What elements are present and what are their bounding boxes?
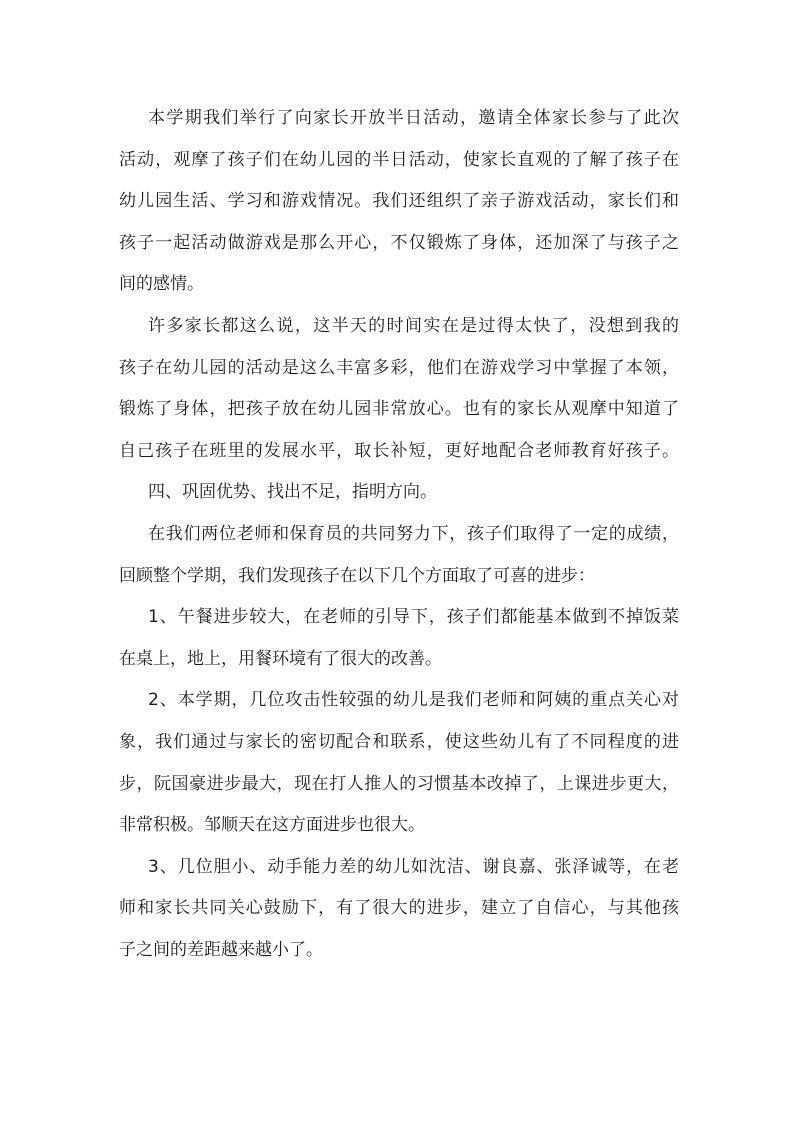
text-line: 子之间的差距越来越小了。 bbox=[119, 939, 323, 960]
text-line: 活动，观摩了孩子们在幼儿园的半日活动，使家长直观的了解了孩子在 bbox=[119, 149, 679, 170]
paragraph-half-day-activity bbox=[119, 102, 679, 310]
text-line: 孩子一起活动做游戏是那么开心，不仅锻炼了身体，还加深了与孩子之 bbox=[119, 232, 679, 253]
list-item-3-confidence bbox=[119, 851, 679, 976]
text-line: 在我们两位老师和保育员的共同努力下，孩子们取得了一定的成绩， bbox=[148, 523, 679, 544]
section-heading-four bbox=[119, 476, 679, 518]
text-line: 幼儿园生活、学习和游戏情况。我们还组织了亲子游戏活动，家长们和 bbox=[119, 191, 679, 212]
text-line: 师和家长共同关心鼓励下，有了很大的进步，建立了自信心，与其他孩 bbox=[119, 898, 679, 919]
text-line: 锻炼了身体，把孩子放在幼儿园非常放心。也有的家长从观摩中知道了 bbox=[119, 399, 679, 420]
document-body bbox=[119, 102, 679, 975]
list-item-2-behavior bbox=[119, 684, 679, 850]
text-line: 2、本学期，几位攻击性较强的幼儿是我们老师和阿姨的重点关心对 bbox=[148, 690, 679, 711]
text-line: 象，我们通过与家长的密切配合和联系，使这些幼儿有了不同程度的进 bbox=[119, 731, 679, 752]
text-line: 1、午餐进步较大，在老师的引导下，孩子们都能基本做到不掉饭菜 bbox=[148, 607, 679, 628]
text-line: 自己孩子在班里的发展水平，取长补短，更好地配合老师教育好孩子。 bbox=[119, 440, 679, 461]
section-heading: 四、巩固优势、找出不足，指明方向。 bbox=[148, 482, 437, 503]
text-line: 在桌上，地上，用餐环境有了很大的改善。 bbox=[119, 648, 442, 669]
text-line: 回顾整个学期，我们发现孩子在以下几个方面取了可喜的进步： bbox=[119, 565, 595, 586]
text-line: 本学期我们举行了向家长开放半日活动，邀请全体家长参与了此次 bbox=[148, 108, 679, 128]
text-line: 许多家长都这么说，这半天的时间实在是过得太快了，没想到我的 bbox=[148, 315, 679, 336]
text-line: 3、几位胆小、动手能力差的幼儿如沈洁、谢良嘉、张泽诚等，在老 bbox=[148, 856, 679, 877]
paragraph-progress-intro bbox=[119, 518, 679, 601]
text-line: 步，阮国豪进步最大，现在打人推人的习惯基本改掉了，上课进步更大， bbox=[119, 773, 679, 794]
list-item-1-lunch bbox=[119, 601, 679, 684]
paragraph-parent-feedback bbox=[119, 310, 679, 476]
text-line: 间的感情。 bbox=[119, 274, 204, 295]
text-line: 非常积极。邹顺天在这方面进步也很大。 bbox=[119, 815, 425, 836]
text-line: 孩子在幼儿园的活动是这么丰富多彩，他们在游戏学习中掌握了本领， bbox=[119, 357, 679, 378]
